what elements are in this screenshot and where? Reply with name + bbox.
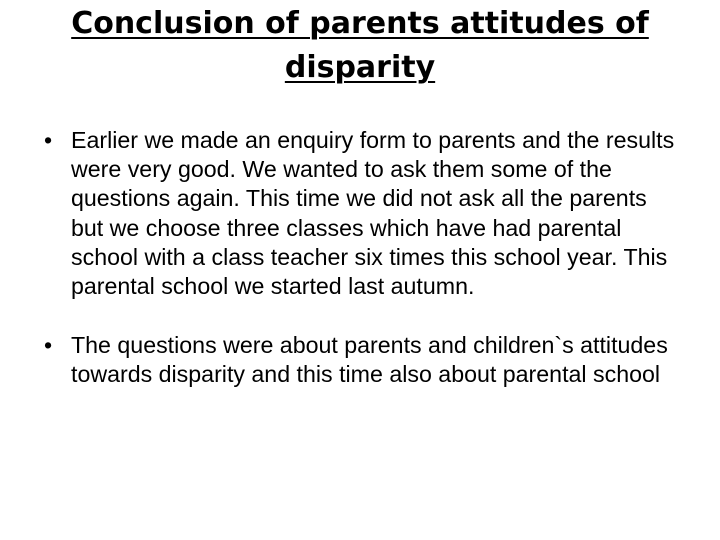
bullet-item-questions <box>44 331 684 389</box>
bullet-list <box>44 126 684 420</box>
bullet-text: The questions were about parents and children`s attitudes towards disparity and this time also about parental school <box>71 332 668 388</box>
bullet-marker: • <box>44 127 53 153</box>
bullet-item-enquiry <box>44 126 684 301</box>
bullet-text: Earlier we made an enquiry form to parents and the results were very good. We wanted to ask them some of the questions again. This time we did not ask all the parents but we choose three classes which have had parental school with a class teacher six times this school year. This parental school we started last autumn. <box>71 127 675 300</box>
bullet-marker: • <box>44 332 53 359</box>
slide-title: Conclusion of parents attitudes of disparity <box>71 6 649 85</box>
